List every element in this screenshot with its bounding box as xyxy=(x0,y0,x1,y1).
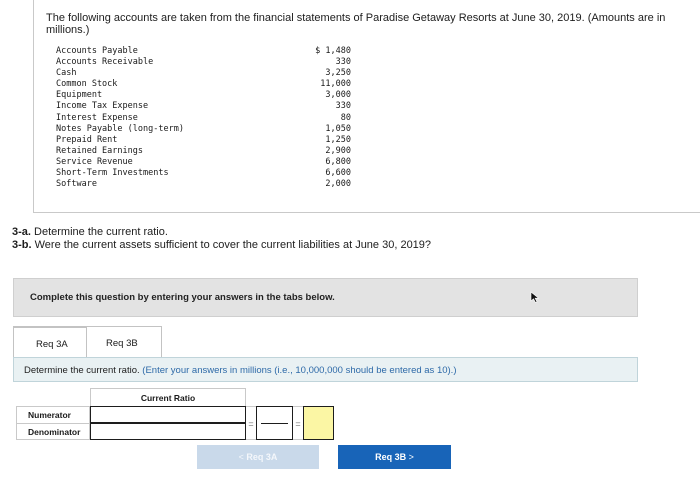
account-value: 2,900 xyxy=(325,145,351,156)
account-name: Accounts Receivable xyxy=(56,57,154,68)
task-instruction xyxy=(24,365,456,376)
numerator-label: Numerator xyxy=(16,406,90,423)
question-3a xyxy=(12,226,431,239)
account-value: 1,250 xyxy=(325,134,351,145)
accounts-list xyxy=(56,46,351,190)
chevron-right-icon: > xyxy=(408,452,414,462)
question-3b-id: 3-b. xyxy=(12,238,32,251)
account-name: Short-Term Investments xyxy=(56,168,169,179)
account-value: 11,000 xyxy=(320,79,351,90)
equals-sign: = xyxy=(293,406,303,440)
account-row xyxy=(56,135,351,146)
account-value: 2,000 xyxy=(325,179,351,190)
question-3b-text: Were the current assets sufficient to cover the current liabilities at June 30, 2019? xyxy=(31,238,432,251)
chevron-left-icon: < xyxy=(238,452,244,462)
current-ratio-answer-input[interactable] xyxy=(303,406,334,440)
account-row xyxy=(56,168,351,179)
question-3b xyxy=(12,239,431,252)
account-value: 3,000 xyxy=(325,90,351,101)
account-name: Prepaid Rent xyxy=(56,134,118,145)
tab-req-3a-label: Req 3A xyxy=(36,339,68,350)
denominator-label: Denominator xyxy=(16,423,90,440)
problem-statement-box xyxy=(33,0,700,213)
current-ratio-header: Current Ratio xyxy=(90,388,246,406)
account-row xyxy=(56,101,351,112)
account-name: Software xyxy=(56,179,97,190)
question-3a-id: 3-a. xyxy=(12,226,31,238)
question-3a-text: Determine the current ratio. xyxy=(30,226,168,238)
account-row xyxy=(56,90,351,101)
tab-req-3b-label: Req 3B xyxy=(106,338,138,349)
tab-req-3a[interactable] xyxy=(13,326,87,358)
account-row xyxy=(56,57,351,68)
next-button-label: Req 3B xyxy=(375,452,407,462)
account-name: Equipment xyxy=(56,90,103,101)
account-name: Retained Earnings xyxy=(56,145,143,156)
account-row xyxy=(56,68,351,79)
account-name: Cash xyxy=(56,68,77,79)
account-value: 330 xyxy=(335,101,351,112)
account-name: Service Revenue xyxy=(56,156,133,167)
mouse-cursor-icon xyxy=(530,291,540,303)
account-name: Common Stock xyxy=(56,79,118,90)
account-row xyxy=(56,79,351,90)
account-row xyxy=(56,179,351,190)
account-name: Notes Payable (long-term) xyxy=(56,123,184,134)
divide-equals-sign: = xyxy=(246,406,256,440)
questions xyxy=(12,226,431,251)
account-row xyxy=(56,46,351,57)
task-instruction-text: Determine the current ratio. xyxy=(24,365,143,376)
current-ratio-table xyxy=(16,388,334,440)
account-name: Interest Expense xyxy=(56,112,138,123)
account-name: Accounts Payable xyxy=(56,46,138,56)
account-row xyxy=(56,157,351,168)
task-instruction-bar xyxy=(13,357,638,382)
next-req-3b-button[interactable] xyxy=(338,445,451,469)
prev-req-3a-button[interactable] xyxy=(197,445,319,469)
account-value: 330 xyxy=(335,57,351,68)
account-value: 1,050 xyxy=(325,123,351,134)
account-row xyxy=(56,113,351,124)
fraction-result-input[interactable] xyxy=(256,406,293,440)
prev-button-label: Req 3A xyxy=(246,452,278,462)
account-value: 3,250 xyxy=(325,68,351,79)
instruction-bar xyxy=(13,278,638,317)
tab-req-3b[interactable] xyxy=(87,326,162,358)
account-value: 80 xyxy=(340,112,351,123)
task-instruction-hint: (Enter your answers in millions (i.e., 10,000,000 should be entered as 10).) xyxy=(142,365,457,376)
problem-intro: The following accounts are taken from the financial statements of Paradise Getaway Resorts at June 30, 2019. (Amounts are in millions.) xyxy=(46,12,666,36)
account-name: Income Tax Expense xyxy=(56,101,149,112)
account-row xyxy=(56,124,351,135)
account-value: 6,600 xyxy=(325,168,351,179)
numerator-input[interactable] xyxy=(90,406,246,423)
account-value: 6,800 xyxy=(325,156,351,167)
instruction-text: Complete this question by entering your answers in the tabs below. xyxy=(30,292,335,303)
denominator-input[interactable] xyxy=(90,423,246,440)
account-value: $ 1,480 xyxy=(315,46,351,56)
account-row xyxy=(56,146,351,157)
